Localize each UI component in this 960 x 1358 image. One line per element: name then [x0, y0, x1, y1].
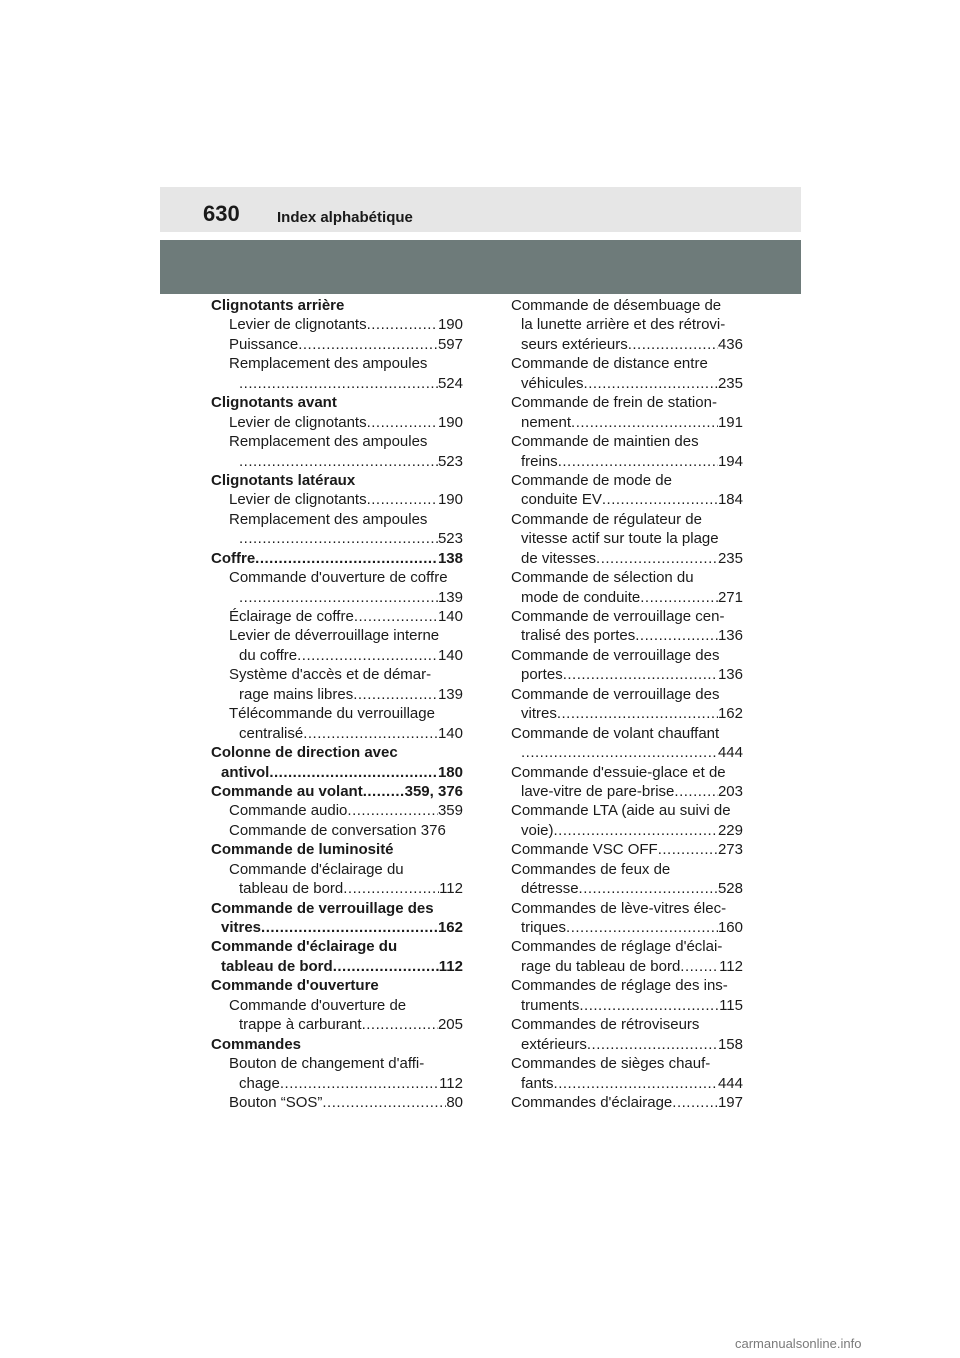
- entry-label: vitres: [221, 919, 262, 936]
- entry-label: Commande d'ouverture de: [229, 996, 407, 1014]
- page-reference: 115: [719, 996, 743, 1014]
- index-entry: [511, 665, 743, 684]
- entry-label: Commande de verrouillage cen-: [511, 608, 725, 625]
- index-entry: [211, 335, 463, 354]
- index-entry: [211, 588, 463, 607]
- page-reference: 136: [717, 627, 743, 645]
- index-entry: [511, 452, 743, 471]
- index-entry: [511, 937, 743, 956]
- dot-leader: [628, 335, 718, 354]
- page-number: 630: [203, 201, 240, 226]
- index-entry: [211, 1093, 463, 1112]
- entry-label: Commande au volant: [211, 782, 363, 800]
- entry-label: Remplacement des ampoules: [229, 433, 428, 451]
- entry-label: Commande de sélection du: [511, 569, 694, 587]
- entry-label: de vitesses: [521, 549, 597, 567]
- entry-label: vitres: [521, 705, 557, 723]
- page-reference: 528: [717, 880, 743, 898]
- dot-leader: [566, 918, 718, 937]
- dot-leader: [333, 957, 439, 976]
- index-entry: [211, 529, 463, 548]
- entry-label: rage mains libres: [239, 685, 354, 703]
- index-entry: [211, 782, 463, 801]
- index-entry: [211, 374, 463, 393]
- dot-leader: [584, 374, 718, 393]
- dot-leader: [261, 918, 438, 937]
- entry-label: antivol: [221, 763, 270, 781]
- index-entry: [211, 937, 463, 956]
- index-entry: [511, 529, 743, 548]
- index-entry: [211, 452, 463, 471]
- page-reference: 271: [717, 588, 743, 606]
- index-entry: [211, 354, 463, 373]
- entry-label: Commandes de réglage des ins-: [511, 977, 728, 995]
- dot-leader: [363, 782, 405, 801]
- entry-label: Commandes d'éclairage: [511, 1093, 673, 1111]
- dot-leader: [640, 588, 718, 607]
- dot-leader: [367, 315, 438, 334]
- index-entry: [511, 976, 743, 995]
- entry-label: Commande de conversation 376: [229, 821, 446, 839]
- index-entry: [211, 1074, 463, 1093]
- page-reference: 184: [717, 491, 743, 509]
- index-entry: [511, 918, 743, 937]
- dot-leader: [239, 588, 438, 607]
- entry-label: Commande de verrouillage des: [511, 646, 720, 664]
- page-reference: 190: [437, 491, 463, 509]
- dot-leader: [343, 879, 439, 898]
- entry-label: Commande de verrouillage des: [211, 899, 434, 917]
- dot-leader: [672, 1093, 718, 1112]
- entry-label: Commande LTA (aide au suivi de: [511, 802, 731, 820]
- index-entry: [211, 490, 463, 509]
- page-reference: 359, 376: [404, 782, 463, 800]
- index-entry: [511, 782, 743, 801]
- entry-label: centralisé: [239, 724, 304, 742]
- index-entry: [511, 860, 743, 879]
- index-entry: [511, 821, 743, 840]
- dot-leader: [571, 413, 718, 432]
- entry-label: tralisé des portes: [521, 627, 636, 645]
- index-entry: [511, 685, 743, 704]
- entry-label: Levier de déverrouillage interne: [229, 627, 440, 645]
- entry-label: vitesse actif sur toute la plage: [521, 530, 719, 548]
- index-entry: [211, 743, 463, 762]
- dot-leader: [680, 957, 719, 976]
- index-entry: [511, 626, 743, 645]
- index-entry: [211, 1015, 463, 1034]
- dot-leader: [353, 685, 438, 704]
- entry-label: Clignotants arrière: [211, 297, 345, 314]
- dot-leader: [347, 801, 438, 820]
- entry-label: Commande d'ouverture: [211, 977, 379, 995]
- page-reference: 523: [437, 530, 463, 548]
- index-entry: [511, 801, 743, 820]
- page-reference: 162: [717, 705, 743, 723]
- section-band: [160, 240, 801, 294]
- index-column-right: [511, 296, 743, 1112]
- page-reference: 273: [717, 841, 743, 859]
- index-entry: [211, 860, 463, 879]
- index-entry: [511, 549, 743, 568]
- index-entry: [511, 840, 743, 859]
- page-reference: 194: [717, 452, 743, 470]
- dot-leader: [557, 704, 718, 723]
- entry-label: Levier de clignotants: [229, 491, 367, 509]
- entry-label: Commandes de rétroviseurs: [511, 1016, 700, 1034]
- dot-leader: [587, 1035, 718, 1054]
- dot-leader: [239, 529, 438, 548]
- index-entry: [511, 1054, 743, 1073]
- page-reference: 140: [437, 646, 463, 664]
- index-entry: [211, 413, 463, 432]
- page-reference: 190: [437, 413, 463, 431]
- page-reference: 112: [439, 1074, 463, 1092]
- entry-label: Commande de maintien des: [511, 433, 699, 451]
- entry-label: extérieurs: [521, 1035, 587, 1053]
- index-entry: [511, 510, 743, 529]
- dot-leader: [521, 743, 718, 762]
- entry-label: Commandes de feux de: [511, 860, 671, 878]
- dot-leader: [298, 335, 438, 354]
- page-reference: 191: [717, 413, 743, 431]
- index-entry: [511, 296, 743, 315]
- index-entry: [511, 471, 743, 490]
- dot-leader: [554, 821, 718, 840]
- page-reference: 229: [717, 821, 743, 839]
- page-reference: 444: [717, 744, 743, 762]
- index-entry: [511, 335, 743, 354]
- dot-leader: [554, 1074, 718, 1093]
- entry-label: freins: [521, 452, 558, 470]
- entry-label: mode de conduite: [521, 588, 641, 606]
- dot-leader: [602, 490, 718, 509]
- index-entry: [511, 743, 743, 762]
- entry-label: Commande de luminosité: [211, 841, 394, 859]
- index-entry: [511, 432, 743, 451]
- dot-leader: [322, 1093, 446, 1112]
- index-entry: [511, 704, 743, 723]
- dot-leader: [367, 490, 438, 509]
- page-reference: 158: [717, 1035, 743, 1053]
- dot-leader: [280, 1074, 439, 1093]
- dot-leader: [239, 374, 438, 393]
- entry-label: Système d'accès et de démar-: [229, 666, 432, 684]
- index-entry: [211, 879, 463, 898]
- index-entry: [511, 490, 743, 509]
- entry-label: Remplacement des ampoules: [229, 510, 428, 528]
- index-entry: [511, 724, 743, 743]
- entry-label: Commande de distance entre: [511, 355, 708, 373]
- page-reference: 139: [437, 588, 463, 606]
- entry-label: Commande VSC OFF: [511, 841, 658, 859]
- dot-leader: [558, 452, 718, 471]
- index-entry: [211, 432, 463, 451]
- index-entry: [511, 1074, 743, 1093]
- page-reference: 138: [437, 549, 463, 567]
- index-entry: [511, 413, 743, 432]
- header-band: [160, 187, 801, 232]
- index-entry: [211, 393, 463, 412]
- page-title: Index alphabétique: [277, 209, 413, 226]
- page-reference: 436: [717, 335, 743, 353]
- entry-label: conduite EV: [521, 491, 602, 509]
- page-reference: 112: [438, 957, 463, 975]
- entry-label: Éclairage de coffre: [229, 608, 354, 625]
- index-entry: [211, 549, 463, 568]
- page-reference: 235: [717, 374, 743, 392]
- index-entry: [211, 685, 463, 704]
- dot-leader: [563, 665, 718, 684]
- page-reference: 197: [717, 1093, 743, 1111]
- entry-label: Levier de clignotants: [229, 316, 367, 334]
- entry-label: truments: [521, 996, 580, 1014]
- index-entry: [211, 724, 463, 743]
- entry-label: Colonne de direction avec: [211, 744, 398, 762]
- entry-label: nement: [521, 413, 572, 431]
- index-entry: [211, 763, 463, 782]
- entry-label: Puissance: [229, 335, 299, 353]
- index-entry: [211, 510, 463, 529]
- index-entry: [211, 665, 463, 684]
- dot-leader: [367, 413, 438, 432]
- entry-label: Levier de clignotants: [229, 413, 367, 431]
- entry-label: Commande d'éclairage du: [229, 860, 404, 878]
- entry-label: chage: [239, 1074, 280, 1092]
- page-reference: 359: [437, 802, 463, 820]
- entry-label: Commande audio: [229, 802, 348, 820]
- page-reference: 205: [437, 1016, 463, 1034]
- index-entry: [211, 899, 463, 918]
- index-entry: [511, 957, 743, 976]
- page-reference: 524: [437, 374, 463, 392]
- page-reference: 140: [437, 608, 463, 625]
- index-entry: [511, 1015, 743, 1034]
- entry-label: Commande d'éclairage du: [211, 938, 398, 956]
- entry-label: trappe à carburant: [239, 1016, 362, 1034]
- entry-label: Commandes de lève-vitres élec-: [511, 899, 727, 917]
- index-entry: [211, 996, 463, 1015]
- page-reference: 136: [717, 666, 743, 684]
- index-entry: [511, 607, 743, 626]
- index-entry: [211, 607, 463, 626]
- dot-leader: [362, 1015, 438, 1034]
- entry-label: Commande de frein de station-: [511, 394, 717, 412]
- page-reference: 180: [437, 763, 463, 781]
- entry-label: Coffre: [211, 549, 256, 567]
- index-entry: [211, 976, 463, 995]
- page-reference: 523: [437, 452, 463, 470]
- entry-label: Commandes: [211, 1035, 302, 1053]
- entry-label: fants: [521, 1074, 554, 1092]
- index-entry: [511, 763, 743, 782]
- index-entry: [211, 626, 463, 645]
- dot-leader: [579, 996, 719, 1015]
- index-entry: [211, 704, 463, 723]
- entry-label: Commande d'essuie-glace et de: [511, 763, 726, 781]
- index-entry: [511, 315, 743, 334]
- index-entry: [211, 821, 463, 840]
- dot-leader: [674, 782, 718, 801]
- page-reference: 139: [437, 685, 463, 703]
- index-entry: [211, 315, 463, 334]
- index-entry: [511, 1093, 743, 1112]
- entry-label: Télécommande du verrouillage: [229, 705, 435, 723]
- dot-leader: [303, 724, 438, 743]
- index-entry: [211, 957, 463, 976]
- index-entry: [511, 879, 743, 898]
- index-entry: [511, 393, 743, 412]
- entry-label: voie): [521, 821, 554, 839]
- dot-leader: [596, 549, 718, 568]
- entry-label: Commande de mode de: [511, 471, 672, 489]
- page-reference: 597: [437, 335, 463, 353]
- entry-label: véhicules: [521, 374, 584, 392]
- page-reference: 112: [719, 957, 743, 975]
- dot-leader: [255, 549, 438, 568]
- entry-label: Commande de régulateur de: [511, 510, 702, 528]
- dot-leader: [239, 452, 438, 471]
- entry-label: Commandes de réglage d'éclai-: [511, 938, 723, 956]
- index-entry: [211, 918, 463, 937]
- dot-leader: [269, 763, 438, 782]
- entry-label: seurs extérieurs: [521, 335, 628, 353]
- index-entry: [511, 996, 743, 1015]
- entry-label: Clignotants latéraux: [211, 471, 356, 489]
- dot-leader: [658, 840, 718, 859]
- entry-label: Commande de volant chauffant: [511, 724, 720, 742]
- watermark: carmanualsonline.info: [735, 1336, 862, 1351]
- index-entry: [511, 899, 743, 918]
- index-entry: [211, 840, 463, 859]
- entry-label: Remplacement des ampoules: [229, 355, 428, 373]
- index-entry: [511, 374, 743, 393]
- index-column-left: [211, 296, 463, 1112]
- entry-label: détresse: [521, 880, 579, 898]
- entry-label: Bouton “SOS”: [229, 1093, 323, 1111]
- entry-label: lave-vitre de pare-brise: [521, 782, 675, 800]
- entry-label: Commande de verrouillage des: [511, 685, 720, 703]
- index-entry: [211, 471, 463, 490]
- page-reference: 444: [717, 1074, 743, 1092]
- entry-label: Bouton de changement d'affi-: [229, 1055, 425, 1073]
- page-reference: 80: [446, 1093, 463, 1111]
- index-entry: [211, 1054, 463, 1073]
- page-reference: 160: [717, 919, 743, 936]
- entry-label: triques: [521, 919, 567, 936]
- dot-leader: [579, 879, 718, 898]
- entry-label: Commande de désembuage de: [511, 297, 722, 314]
- page-reference: 203: [717, 782, 743, 800]
- index-entry: [211, 801, 463, 820]
- index-entry: [211, 296, 463, 315]
- page-reference: 190: [437, 316, 463, 334]
- entry-label: rage du tableau de bord: [521, 957, 681, 975]
- entry-label: Commande d'ouverture de coffre: [229, 569, 448, 587]
- index-entry: [511, 1035, 743, 1054]
- page-reference: 112: [439, 880, 463, 898]
- index-entry: [511, 646, 743, 665]
- page-reference: 162: [437, 919, 463, 936]
- entry-label: portes: [521, 666, 563, 684]
- dot-leader: [297, 646, 438, 665]
- index-entry: [511, 354, 743, 373]
- dot-leader: [354, 607, 438, 626]
- entry-label: Clignotants avant: [211, 394, 337, 412]
- entry-label: du coffre: [239, 646, 298, 664]
- dot-leader: [635, 626, 718, 645]
- entry-label: tableau de bord: [221, 957, 333, 975]
- entry-label: Commandes de sièges chauf-: [511, 1055, 711, 1073]
- page-reference: 235: [717, 549, 743, 567]
- index-entry: [511, 568, 743, 587]
- index-entry: [511, 588, 743, 607]
- index-entry: [211, 1035, 463, 1054]
- entry-label: la lunette arrière et des rétrovi-: [521, 316, 726, 334]
- entry-label: tableau de bord: [239, 880, 344, 898]
- index-entry: [211, 568, 463, 587]
- index-entry: [211, 646, 463, 665]
- page-reference: 140: [437, 724, 463, 742]
